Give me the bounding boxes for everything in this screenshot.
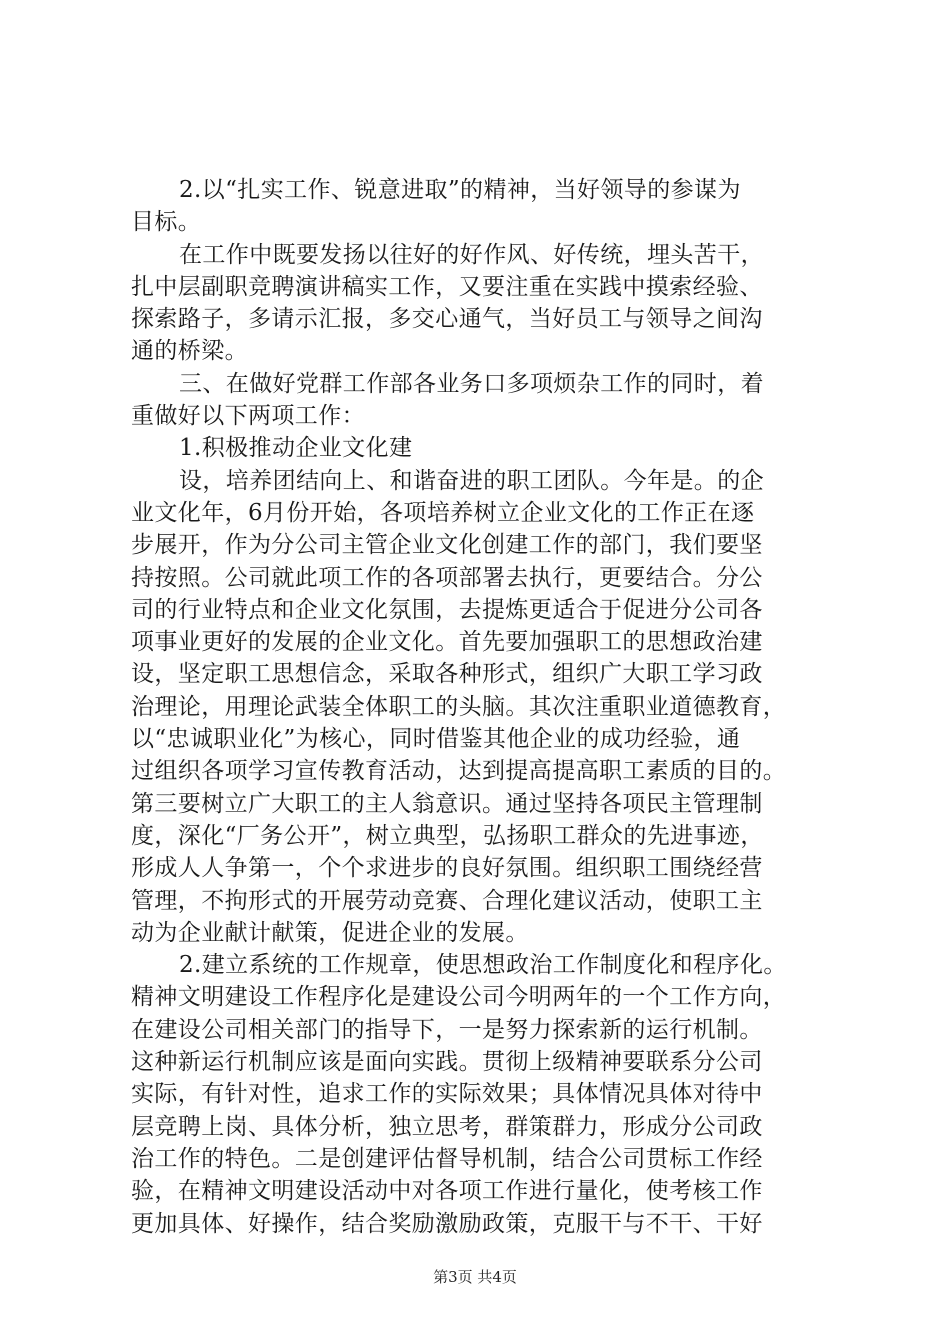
text-line: 设，培养团结向上、和谐奋进的职工团队。今年是。的企: [179, 467, 764, 494]
text-line: 在建设公司相关部门的指导下，一是努力探索新的运行机制。: [131, 1016, 763, 1043]
text-line: 治工作的特色。二是创建评估督导机制，结合公司贯标工作经: [131, 1145, 763, 1172]
text-line: 2.以“扎实工作、锐意进取”的精神，当好领导的参谋为: [179, 177, 741, 203]
text-line: 探索路子，多请示汇报，多交心通气，当好员工与领导之间沟: [131, 306, 763, 333]
text-line: 2.建立系统的工作规章，使思想政治工作制度化和程序化。: [179, 952, 787, 979]
text-line: 度，深化“厂务公开”，树立典型，弘扬职工群众的先进事迹，: [131, 822, 764, 849]
text-line: 司的行业特点和企业文化氛围，去提炼更适合于促进分公司各: [131, 596, 763, 623]
text-line: 过组织各项学习宣传教育活动，达到提高提高职工素质的目的。: [131, 758, 787, 785]
text-line: 形成人人争第一，个个求进步的良好氛围。组织职工围绕经营: [131, 855, 763, 882]
text-line: 持按照。公司就此项工作的各项部署去执行，更要结合。分公: [131, 564, 763, 591]
text-line: 重做好以下两项工作：: [131, 403, 365, 430]
text-line: 验，在精神文明建设活动中对各项工作进行量化，使考核工作: [131, 1178, 763, 1205]
text-line: 在工作中既要发扬以往好的好作风、好传统，埋头苦干，: [179, 241, 764, 268]
page-footer: 第3页 共4页: [433, 1268, 517, 1286]
text-line: 步展开，作为分公司主管企业文化创建工作的部门，我们要坚: [131, 532, 763, 559]
text-line: 设，坚定职工思想信念，采取各种形式，组织广大职工学习政: [131, 661, 763, 688]
body-text: [131, 174, 831, 1240]
text-line: 目标。: [131, 209, 202, 236]
text-line: 更加具体、好操作，结合奖励激励政策，克服干与不干、干好: [131, 1210, 763, 1237]
text-line: 以“忠诚职业化”为核心，同时借鉴其他企业的成功经验，通: [131, 726, 741, 753]
text-line: 实际，有针对性，追求工作的实际效果；具体情况具体对待中: [131, 1081, 763, 1108]
text-line: 动为企业献计献策，促进企业的发展。: [131, 919, 529, 946]
text-line: 精神文明建设工作程序化是建设公司今明两年的一个工作方向，: [131, 984, 787, 1011]
text-line: 扎中层副职竞聘演讲稿实工作，又要注重在实践中摸索经验、: [131, 273, 763, 300]
text-line: 层竞聘上岗、具体分析，独立思考，群策群力，形成分公司政: [131, 1113, 763, 1140]
text-line: 业文化年，6月份开始，各项培养树立企业文化的工作正在逐: [131, 499, 755, 526]
text-line: 项事业更好的发展的企业文化。首先要加强职工的思想政治建: [131, 629, 763, 656]
text-line: 1.积极推动企业文化建: [179, 435, 413, 462]
text-line: 管理，不拘形式的开展劳动竞赛、合理化建议活动，使职工主: [131, 887, 763, 914]
text-line: 第三要树立广大职工的主人翁意识。通过坚持各项民主管理制: [131, 790, 763, 817]
text-line: 通的桥梁。: [131, 338, 248, 365]
text-line: 这种新运行机制应该是面向实践。贯彻上级精神要联系分公司: [131, 1049, 763, 1076]
text-line: 治理论，用理论武装全体职工的头脑。其次注重职业道德教育，: [131, 693, 787, 720]
text-line: 三、在做好党群工作部各业务口多项烦杂工作的同时，着: [179, 370, 764, 397]
